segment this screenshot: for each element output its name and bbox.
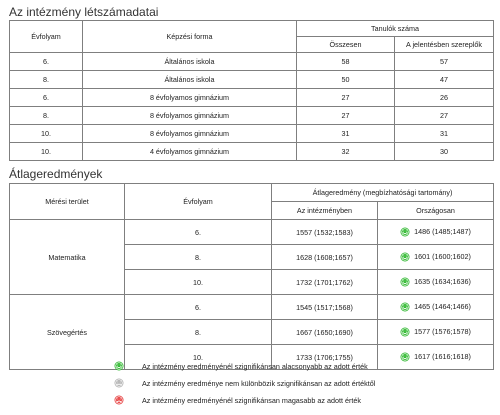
cell-institution: 1545 (1517;1568) bbox=[272, 295, 378, 320]
cell-grade: 10. bbox=[10, 125, 83, 143]
table-row bbox=[10, 143, 494, 161]
cell-institution: 1733 (1706;1755) bbox=[272, 345, 378, 370]
cell-form: 8 évfolyamos gimnázium bbox=[83, 125, 297, 143]
cell-national bbox=[378, 320, 494, 345]
cell-institution: 1628 (1608;1657) bbox=[272, 245, 378, 270]
legend-item bbox=[114, 378, 375, 388]
cell-listed: 31 bbox=[395, 125, 494, 143]
red-frown-icon bbox=[114, 395, 124, 405]
cell-total: 31 bbox=[297, 125, 395, 143]
green-smiley-icon bbox=[400, 352, 410, 362]
cell-grade: 8. bbox=[10, 107, 83, 125]
cell-grade: 8. bbox=[125, 245, 272, 270]
green-smiley-icon bbox=[400, 252, 410, 262]
green-smiley-icon bbox=[400, 277, 410, 287]
table-row bbox=[10, 125, 494, 143]
cell-national bbox=[378, 295, 494, 320]
cell-grade: 6. bbox=[125, 220, 272, 245]
averages-table bbox=[9, 183, 494, 370]
header-grade: Évfolyam bbox=[10, 21, 83, 53]
header-form: Képzési forma bbox=[83, 21, 297, 53]
cell-area: Matematika bbox=[10, 220, 125, 295]
cell-area: Szövegértés bbox=[10, 295, 125, 370]
cell-grade: 6. bbox=[125, 295, 272, 320]
national-value: 1577 (1576;1578) bbox=[414, 326, 471, 336]
cell-institution: 1732 (1701;1762) bbox=[272, 270, 378, 295]
header-national: Országosan bbox=[378, 202, 494, 220]
header-total: Összesen bbox=[297, 37, 395, 53]
cell-national bbox=[378, 245, 494, 270]
cell-national bbox=[378, 345, 494, 370]
table-row bbox=[10, 71, 494, 89]
header-students: Tanulók száma bbox=[297, 21, 494, 37]
green-smiley-icon bbox=[400, 327, 410, 337]
cell-institution: 1667 (1650;1690) bbox=[272, 320, 378, 345]
header-area: Mérési terület bbox=[10, 184, 125, 220]
header-listed: A jelentésben szereplők bbox=[395, 37, 494, 53]
cell-form: 4 évfolyamos gimnázium bbox=[83, 143, 297, 161]
legend-item bbox=[114, 395, 361, 405]
national-value: 1486 (1485;1487) bbox=[414, 226, 471, 236]
table-row bbox=[10, 295, 494, 320]
national-value: 1635 (1634;1636) bbox=[414, 276, 471, 286]
enrollment-table bbox=[9, 20, 494, 161]
cell-grade: 8. bbox=[10, 71, 83, 89]
legend-item bbox=[114, 361, 368, 371]
cell-total: 58 bbox=[297, 53, 395, 71]
cell-total: 32 bbox=[297, 143, 395, 161]
header-institution: Az intézményben bbox=[272, 202, 378, 220]
table-row bbox=[10, 89, 494, 107]
cell-form: 8 évfolyamos gimnázium bbox=[83, 107, 297, 125]
green-smiley-icon bbox=[400, 227, 410, 237]
cell-listed: 57 bbox=[395, 53, 494, 71]
cell-form: Általános iskola bbox=[83, 53, 297, 71]
cell-total: 27 bbox=[297, 89, 395, 107]
national-value: 1617 (1616;1618) bbox=[414, 351, 471, 361]
national-value: 1601 (1600;1602) bbox=[414, 251, 471, 261]
gray-neutral-icon bbox=[114, 378, 124, 388]
cell-listed: 47 bbox=[395, 71, 494, 89]
cell-listed: 30 bbox=[395, 143, 494, 161]
section-title-averages: Átlageredmények bbox=[9, 167, 103, 181]
cell-national bbox=[378, 220, 494, 245]
table-row bbox=[10, 53, 494, 71]
cell-grade: 6. bbox=[10, 89, 83, 107]
cell-listed: 26 bbox=[395, 89, 494, 107]
cell-grade: 6. bbox=[10, 53, 83, 71]
green-smiley-icon bbox=[400, 302, 410, 312]
legend-text: Az intézmény eredményénél szignifikánsan magasabb az adott érték bbox=[142, 395, 361, 405]
green-smiley-icon bbox=[114, 361, 124, 371]
cell-grade: 10. bbox=[125, 270, 272, 295]
cell-institution: 1557 (1532;1583) bbox=[272, 220, 378, 245]
cell-national bbox=[378, 270, 494, 295]
cell-total: 50 bbox=[297, 71, 395, 89]
national-value: 1465 (1464;1466) bbox=[414, 301, 471, 311]
cell-total: 27 bbox=[297, 107, 395, 125]
header-grade: Évfolyam bbox=[125, 184, 272, 220]
cell-form: Általános iskola bbox=[83, 71, 297, 89]
cell-grade: 10. bbox=[10, 143, 83, 161]
cell-grade: 10. bbox=[125, 345, 272, 370]
header-average: Átlageredmény (megbízhatósági tartomány) bbox=[272, 184, 494, 202]
cell-grade: 8. bbox=[125, 320, 272, 345]
section-title-enrollment: Az intézmény létszámadatai bbox=[9, 5, 159, 19]
table-row bbox=[10, 107, 494, 125]
legend-text: Az intézmény eredményénél szignifikánsan alacsonyabb az adott érték bbox=[142, 361, 368, 371]
cell-form: 8 évfolyamos gimnázium bbox=[83, 89, 297, 107]
legend-text: Az intézmény eredménye nem különbözik szignifikánsan az adott értéktől bbox=[142, 378, 376, 388]
cell-listed: 27 bbox=[395, 107, 494, 125]
table-row bbox=[10, 220, 494, 245]
